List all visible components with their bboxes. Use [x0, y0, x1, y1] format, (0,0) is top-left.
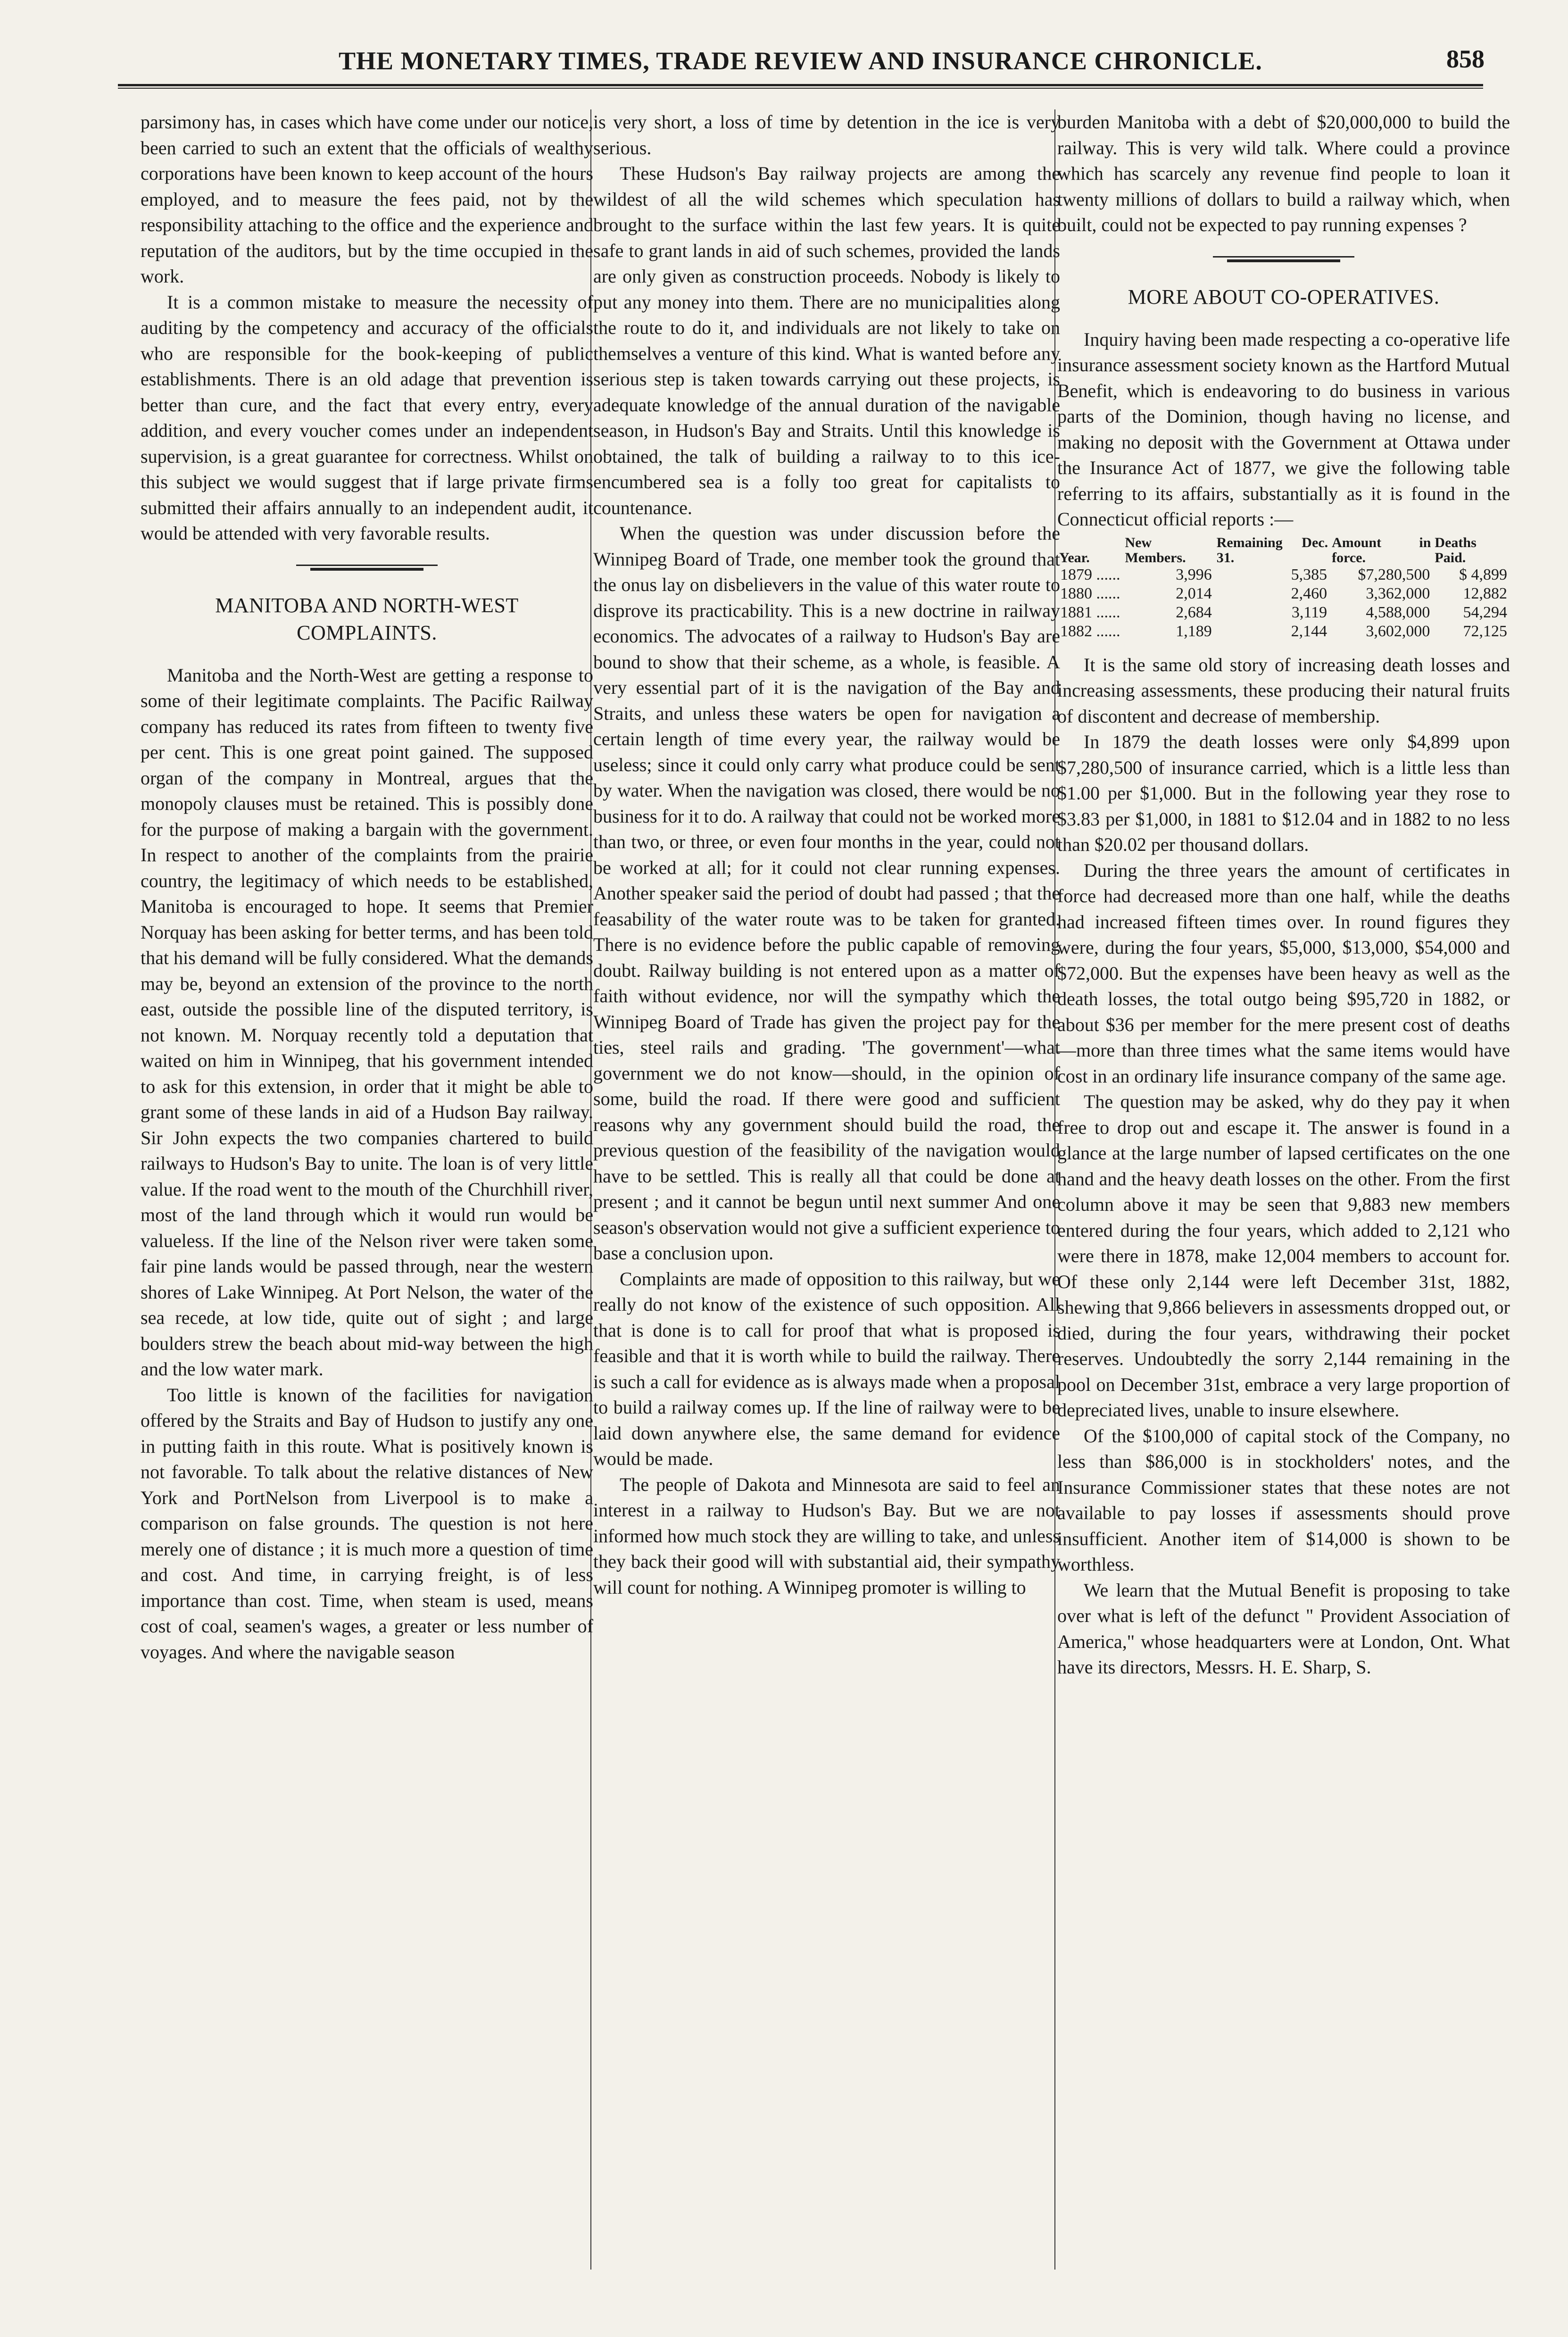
table-cell: 5,385: [1291, 566, 1327, 583]
table-cell: 3,119: [1291, 603, 1327, 621]
table-row: [1057, 566, 1510, 584]
table-header: Amount in force.: [1332, 534, 1431, 566]
table-cell: 1,189: [1176, 622, 1212, 640]
section-divider-ornament: [296, 565, 438, 571]
table-header: New Members.: [1125, 534, 1186, 566]
paragraph: parsimony has, in cases which have come under our notice, been carried to such an extent that the officials of wealthy corporations have been known to keep account of the hours employed, and to measure the fees paid, not by the responsibility attaching to the office and the experience and reputation of the auditors, but by the time occupied in the work.: [141, 111, 593, 287]
paragraph: is very short, a loss of time by detention in the ice is very serious.: [593, 111, 1060, 158]
column-3: [1057, 109, 1510, 1680]
assessment-table: [1057, 535, 1510, 641]
paragraph: The question may be asked, why do they pay it when free to drop out and escape it. The answer is found in a glance at the large number of lapsed certificates on the one hand and the heavy death losses on the other. From the first column above it may be seen that 9,883 new members entered during the four years, which added to 2,121 who were there in 1878, make 12,004 members to account for. Of these only 2,144 were left December 31st, 1882, shewing that 9,866 believers in assessments dropped out, or died, during the four years, withdrawing their pocket reserves. Undoubtedly the sorry 2,144 remaining in the pool on December 31st, embrace a very large proportion of depreciated lives, unable to insure elsewhere.: [1057, 1091, 1510, 1421]
page-number: 858: [1446, 45, 1485, 73]
column-1: [141, 109, 593, 1665]
table-cell: $ 4,899: [1459, 566, 1507, 583]
section-divider-ornament: [1213, 256, 1354, 263]
table-cell: 1879 ......: [1060, 566, 1120, 583]
paragraph: When the question was under discussion before the Winnipeg Board of Trade, one member took the ground that the onus lay on disbelievers in the value of this water route to disprove its practicability. This is a new doctrine in railway economics. The advocates of a railway to Hudson's Bay are bound to show that their scheme, as a whole, is feasible. A very essential part of it is the navigation of the Bay and Straits, and unless these waters be open for navigation a certain length of time every year, the railway would be useless; since it could only carry what produce could be sent by water. When the navigation was closed, there would be no business for it to do. A railway that could not be worked more than two, or three, or even four months in the year, could not be worked at all; for it could not clear running expenses. Another speaker said the period of doubt had passed ; that the feasability of the water route was to be taken for granted. There is no evidence before the public capable of removing doubt. Railway building is not entered upon as a matter of faith without evidence, nor will the sympathy which the Winnipeg Board of Trade has given the project pay for the ties, steel rails and grading. 'The government'—what government we do not know—should, in the opinion of some, build the road. If there were good and sufficient reasons why any government should build the road, the previous question of the feasibility of the navigation would have to be settled. This is really all that could be done at present ; and it cannot be begun until next summer And one season's observation would not give a sufficient experience to base a conclusion upon.: [593, 523, 1060, 1264]
paragraph: In 1879 the death losses were only $4,899 upon $7,280,500 of insurance carried, which is a little less than $1.00 per $1,000. But in the following year they rose to $3.83 per $1,000, in 1881 to $12.04 and in 1882 to no less than $20.02 per thousand dollars.: [1057, 731, 1510, 855]
section-heading-manitoba: [141, 592, 593, 647]
table-cell: 3,602,000: [1366, 622, 1430, 640]
paragraph: The people of Dakota and Minnesota are said to feel an interest in a railway to Hudson's Bay. But we are not informed how much stock they are willing to take, and unless they back their good will with substantial aid, their sympathy will count for nothing. A Winnipeg promoter is willing to: [593, 1473, 1060, 1598]
table-cell: 2,684: [1176, 603, 1212, 621]
table-cell: 1880 ......: [1060, 584, 1120, 602]
paragraph: We learn that the Mutual Benefit is proposing to take over what is left of the defunct " Provident Association of America," whose headquarters were at London, Ont. What have its directors, Messrs. H. E. Sharp, S.: [1057, 1579, 1510, 1678]
table-header: Remaining Dec. 31.: [1216, 534, 1328, 566]
table-cell: 54,294: [1463, 603, 1507, 621]
paragraph: Inquiry having been made respecting a co-operative life insurance assessment society known as the Hartford Mutual Benefit, which is endeavoring to do business in various parts of the Dominion, though having no license, and making no deposit with the Government at Ottawa under the Insurance Act of 1877, we give the following table referring to its affairs, substantially as it is found in the Connecticut official reports :—: [1057, 328, 1510, 530]
heading-line: COMPLAINTS.: [297, 621, 437, 644]
table-cell: 3,362,000: [1366, 584, 1430, 602]
table-header-row: [1057, 535, 1510, 566]
paragraph: Complaints are made of opposition to this railway, but we really do not know of the existence of such opposition. All that is done is to call for proof that what is proposed is feasible and that it is worth while to build the railway. There is such a call for evidence as is always made when a proposal to build a railway comes up. If the line of railway were to be laid down anywhere else, the same demand for evidence would be made.: [593, 1268, 1060, 1469]
paragraph: It is a common mistake to measure the necessity of auditing by the competency and accuracy of the officials who are responsible for the book-keeping of public establishments. There is an old adage that prevention is better than cure, and the fact that every entry, every addition, and every voucher comes under an independent supervision, is a great guarantee for correctness. Whilst on this subject we would suggest that if large private firms submitted their affairs annually to an independent audit, it would be attended with very favorable results.: [141, 291, 593, 544]
table-cell: 3,996: [1176, 566, 1212, 583]
heading-line: MANITOBA AND NORTH-WEST: [215, 593, 519, 617]
table-cell: 1882 ......: [1060, 622, 1120, 640]
table-row: [1057, 584, 1510, 603]
paragraph: These Hudson's Bay railway projects are among the wildest of all the wild schemes which speculation has brought to the surface within the last few years. It is quite safe to grant lands in aid of such schemes, provided the lands are only given as construction proceeds. Nobody is likely to put any money into them. There are no municipalities along the route to do it, and individuals are not likely to take on themselves a venture of this kind. What is wanted before any serious step is taken towards carrying out these projects, is adequate knowledge of the annual duration of the navigable season, in Hudson's Bay and Straits. Until this knowledge is obtained, the talk of building a railway to to this ice-encumbered sea is a folly too great for capitalists to countenance.: [593, 163, 1060, 518]
header-rule: [118, 84, 1483, 89]
table-cell: 72,125: [1463, 622, 1507, 640]
section-heading-cooperatives: MORE ABOUT CO-OPERATIVES.: [1128, 285, 1440, 308]
paragraph: During the three years the amount of certificates in force had decreased more than one half, while the deaths had increased fifteen times over. In round figures they were, during the four years, $5,000, $13,000, $54,000 and $72,000. But the expenses have been heavy as well as the death losses, the total outgo being $95,720 in 1882, or about $36 per member for the mere present cost of deaths—more than three times what the same items would have cost in an ordinary life insurance company of the same age.: [1057, 859, 1510, 1087]
page-header: [117, 42, 1485, 79]
table-row: [1057, 622, 1510, 641]
paragraph: Manitoba and the North-West are getting a response to some of their legitimate complaints. The Pacific Railway company has reduced its rates from fifteen to twenty five per cent. This is one great point gained. The supposed organ of the company in Montreal, argues that the monopoly clauses must be retained. This is possibly done for the purpose of making a bargain with the government. In respect to another of the complaints from the prairie country, the legitimacy of which needs to be established, Manitoba is encouraged to hope. It seems that Premier Norquay has been asking for better terms, and has been told that his demand will be fully considered. What the demands may be, beyond an extension of the province to the north east, outside the possible line of the disputed territory, is not known. M. Norquay recently told a deputation that waited on him in Winnipeg, that his government intended to ask for this extension, in order that it might be able to grant some of these lands in aid of a Hudson Bay railway. Sir John expects the two companies chartered to build railways to Hudson's Bay to unite. The loan is of very little value. If the road went to the mouth of the Churchhill river, most of the land through which it would run would be valueless. If the line of the Nelson river were taken some fair pine lands would be passed through, near the western shores of Lake Winnipeg. At Port Nelson, the water of the sea recede, at low tide, quite out of sight ; and large boulders strew the beach about mid-way between the high and the low water mark.: [141, 664, 593, 1380]
table-cell: 2,144: [1291, 622, 1327, 640]
table-row: [1057, 603, 1510, 622]
publication-title: THE MONETARY TIMES, TRADE REVIEW AND INSURANCE CHRONICLE.: [339, 47, 1262, 75]
table-cell: 2,460: [1291, 584, 1327, 602]
paragraph: Of the $100,000 of capital stock of the Company, no less than $86,000 is in stockholders' notes, and the Insurance Commissioner states that these notes are not available to pay losses if assessments should prove insufficient. Another item of $14,000 is shown to be worthless.: [1057, 1425, 1510, 1575]
column-2: [593, 109, 1060, 1600]
table-cell: 1881 ......: [1060, 603, 1120, 621]
paragraph: It is the same old story of increasing death losses and increasing assessments, these producing their natural fruits of discontent and decrease of membership.: [1057, 654, 1510, 727]
table-cell: $7,280,500: [1358, 566, 1430, 583]
table-cell: 2,014: [1176, 584, 1212, 602]
table-cell: 12,882: [1463, 584, 1507, 602]
table-cell: 4,588,000: [1366, 603, 1430, 621]
table-header: Deaths Paid.: [1435, 534, 1477, 566]
paragraph: Too little is known of the facilities for navigation offered by the Straits and Bay of Hudson to justify any one in putting faith in this route. What is positively known is not favorable. To talk about the relative distances of New York and PortNelson from Liverpool is to make a comparison on false grounds. The question is not here merely one of distance ; it is much more a question of time and cost. And time, in carrying freight, is of less importance than cost. Time, when steam is used, means cost of coal, seamen's wages, a greater or less number of voyages. And where the navigable season: [141, 1384, 593, 1663]
paragraph: burden Manitoba with a debt of $20,000,000 to build the railway. This is very wild talk. Where could a province which has scarcely any revenue find people to loan it twenty millions of dollars to build a railway which, when built, could not be expected to pay running expenses ?: [1057, 111, 1510, 235]
table-header: Year.: [1059, 549, 1090, 566]
